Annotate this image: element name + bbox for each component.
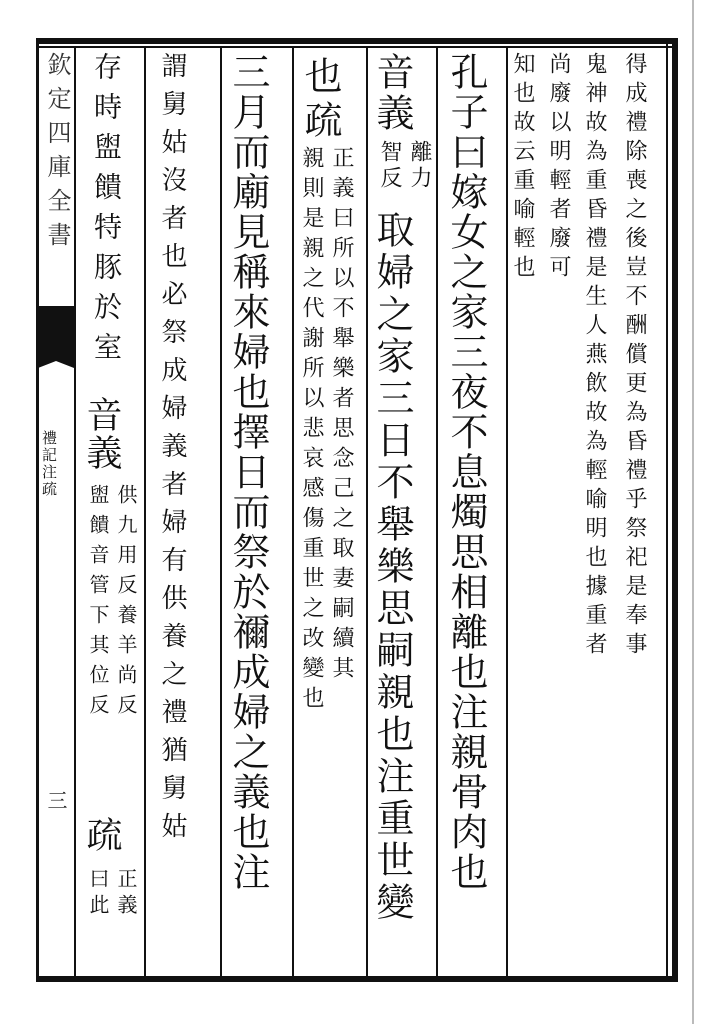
scan-edge [692,0,694,1024]
book-title: 欽定四庫全書 [43,52,71,256]
small-note-left: 智反 [377,140,402,192]
fishtail-notch [38,358,74,368]
column-rule [506,46,508,976]
column-rule [220,46,222,976]
text-column-8: 三月而廟見稱來婦也擇日而祭於禰成婦之義也注 [226,52,270,892]
frame-top-border [36,38,678,44]
column-rule [436,46,438,976]
column-rule [292,46,294,976]
small-note-right: 正義曰所以不舉樂者思念己之取妻嗣續其 [329,146,354,686]
commentary-marker: 疏 [298,100,342,138]
small-note-right: 供九用反養羊尚反 [114,484,138,724]
fishtail-mark [38,306,74,358]
frame-top-inner-border [36,46,678,48]
annotation-label: 音義 [81,396,122,472]
small-note-left: 盥饋音管下其位反 [86,484,110,724]
main-text: 取婦之家三日不舉樂思嗣親也注重世變 [370,210,414,924]
column-rule [366,46,368,976]
text-column-1: 得成禮除喪之後豈不酬償更為昏禮乎祭祀是奉事 [622,52,647,661]
small-note-right: 離力 [407,140,432,192]
text-column-5: 孔子曰嫁女之家三夜不息燭思相離也注親骨肉也 [444,52,488,892]
small-note-right: 正義 [114,868,138,920]
column-rule [144,46,146,976]
main-text: 也 [298,56,342,94]
text-column-4: 知也故云重喻輕也 [510,52,535,284]
small-note-left: 親則是親之代謝所以悲哀感傷重世之改變也 [299,146,324,716]
frame-right-border [672,38,678,982]
text-column-2: 鬼神故為重昏禮是生人燕飲故為輕喻明也據重者 [582,52,607,661]
text-column-10-main: 存時盥饋特豚於室 [90,52,123,372]
small-note-left: 曰此 [86,868,110,920]
text-column-9: 謂舅姑沒者也必祭成婦義者婦有供養之禮猶舅姑 [157,52,187,850]
frame-left-border [36,38,39,982]
text-column-3: 尚廢以明輕者廢可 [546,52,571,284]
page-number: 三 [44,790,68,810]
frame-bottom-border [36,976,678,982]
commentary-marker: 疏 [81,816,122,852]
frame-right-inner-border [666,38,668,982]
text-column-6 [372,52,412,134]
section-title: 禮記注疏 [40,430,58,498]
annotation-label: 音義 [370,52,414,134]
